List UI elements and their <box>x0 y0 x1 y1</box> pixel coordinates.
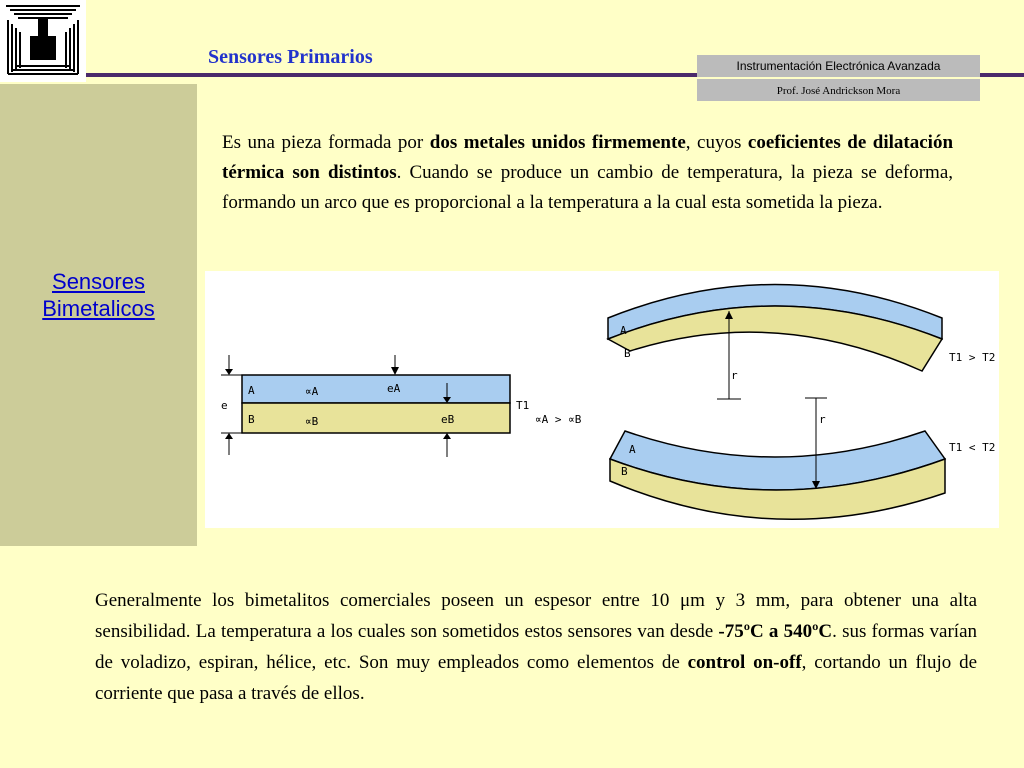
e-a-label: eA <box>387 382 401 395</box>
bimetal-diagram <box>205 271 999 528</box>
page-title: Sensores Primarios <box>208 46 373 68</box>
intro-bold-2: coeficientes de dilatación térmica son distintos <box>222 132 954 183</box>
flat-label-b: B <box>248 413 255 426</box>
condition-cold-label: T1 < T2 <box>949 441 996 454</box>
intro-text-2: , cuyos <box>685 132 748 153</box>
flat-layer-a <box>242 375 510 403</box>
e-b-label: eB <box>441 413 455 426</box>
professor-name: Prof. José Andrickson Mora <box>697 79 980 101</box>
sidebar-link-line2[interactable]: Bimetalicos <box>42 296 155 321</box>
details-paragraph <box>95 585 977 709</box>
radius-cold-label: r <box>819 413 826 426</box>
arc-hot-label-a: A <box>620 324 627 337</box>
alpha-a-label: ∝A <box>305 385 319 398</box>
sidebar-link-line1[interactable]: Sensores <box>52 269 145 294</box>
details-text-2: . sus formas varían de voladizo, espiran, hélice, etc. Son muy empleados como elementos de <box>95 621 978 673</box>
details-bold-2: control on-off <box>687 652 802 673</box>
radius-hot-label: r <box>731 369 738 382</box>
logo-icon <box>0 0 86 82</box>
condition-hot-label: T1 > T2 <box>949 351 996 364</box>
intro-text-3: . Cuando se produce un cambio de temperatura, la pieza se deforma, formando un arco que es proporcional a la temperatura a la cual esta sometida la pieza. <box>222 162 954 213</box>
details-text-3: , cortando un flujo de corriente que pasa a través de ellos. <box>95 652 977 704</box>
course-name: Instrumentación Electrónica Avanzada <box>697 55 980 77</box>
alpha-relation-label: ∝A > ∝B <box>535 413 582 426</box>
details-bold-1: -75ºC a 540ºC <box>718 621 833 642</box>
flat-label-a: A <box>248 384 255 397</box>
sidebar <box>0 84 197 546</box>
t1-label: T1 <box>516 399 530 412</box>
sidebar-link-bimetalicos[interactable] <box>0 268 197 322</box>
flat-layer-b <box>242 403 510 433</box>
bimetal-diagram-svg <box>205 271 999 528</box>
details-text-1: Generalmente los bimetalitos comerciales poseen un espesor entre 10 μm y 3 mm, para obtener una alta sensibilidad. La temperatura a los cuales son sometidos estos sensores van desde <box>95 590 977 642</box>
arc-hot-label-b: B <box>624 347 631 360</box>
arc-cold-label-a: A <box>629 443 636 456</box>
intro-paragraph <box>222 128 953 218</box>
thickness-label: e <box>221 399 228 412</box>
intro-bold-1: dos metales unidos firmemente <box>429 132 686 153</box>
arc-cold-label-b: B <box>621 465 628 478</box>
logo <box>0 0 86 82</box>
intro-text-1: Es una pieza formada por <box>222 132 430 153</box>
course-info <box>697 55 980 101</box>
alpha-b-label: ∝B <box>305 415 319 428</box>
